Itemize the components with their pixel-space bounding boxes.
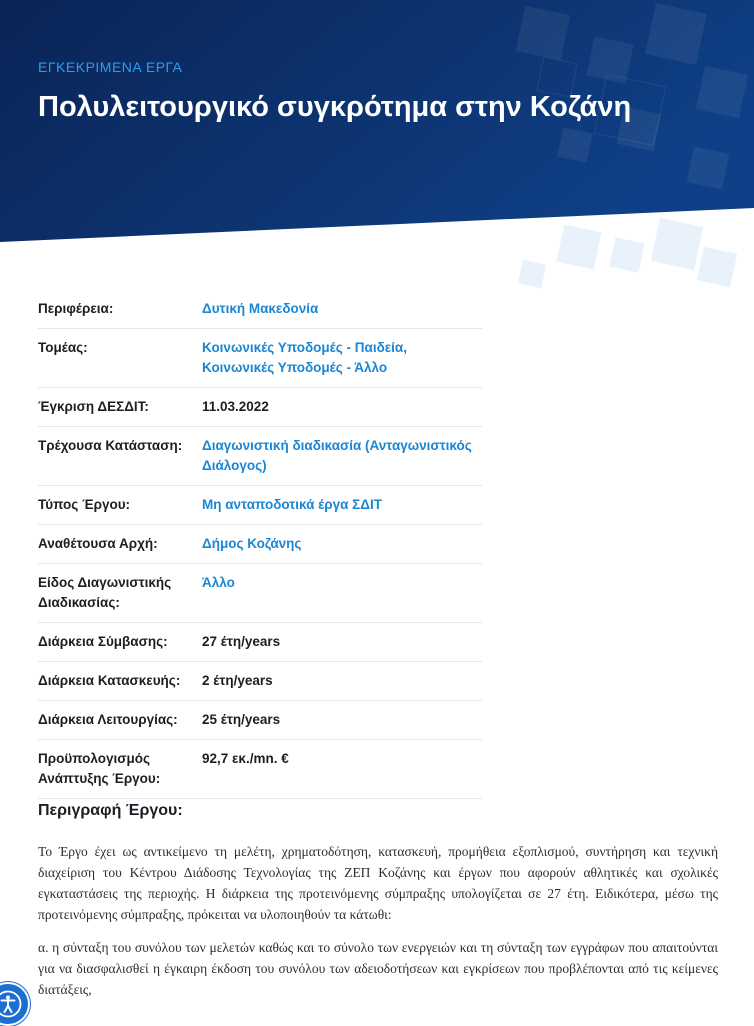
detail-value: 92,7 εκ./mn. €	[202, 740, 482, 799]
detail-row	[38, 427, 482, 486]
detail-label: Τύπος Έργου:	[38, 486, 202, 525]
detail-label: Διάρκεια Λειτουργίας:	[38, 701, 202, 740]
detail-label: Είδος Διαγωνιστικής Διαδικασίας:	[38, 564, 202, 623]
detail-value: 27 έτη/years	[202, 623, 482, 662]
description-body	[38, 841, 718, 1012]
detail-row	[38, 486, 482, 525]
detail-value[interactable]: Διαγωνιστική διαδικασία (Ανταγωνιστικός Διάλογος)	[202, 427, 482, 486]
detail-value[interactable]: Δήμος Κοζάνης	[202, 525, 482, 564]
description-heading: Περιγραφή Έργου:	[38, 802, 183, 819]
detail-value[interactable]: Άλλο	[202, 564, 482, 623]
accessibility-icon	[0, 990, 22, 1018]
detail-row	[38, 290, 482, 329]
detail-label: Τομέας:	[38, 329, 202, 388]
detail-value[interactable]: Μη ανταποδοτικά έργα ΣΔΙΤ	[202, 486, 482, 525]
detail-value: 25 έτη/years	[202, 701, 482, 740]
hero-banner	[0, 0, 754, 300]
detail-label: Προϋπολογισμός Ανάπτυξης Έργου:	[38, 740, 202, 799]
detail-row	[38, 525, 482, 564]
detail-row	[38, 329, 482, 388]
detail-value[interactable]: Δυτική Μακεδονία	[202, 290, 482, 329]
detail-row	[38, 623, 482, 662]
detail-value: 2 έτη/years	[202, 662, 482, 701]
detail-row	[38, 564, 482, 623]
detail-value[interactable]: Κοινωνικές Υποδομές - Παιδεία, Κοινωνικές Υποδομές - Άλλο	[202, 329, 482, 388]
project-details-table	[38, 290, 482, 799]
detail-value: 11.03.2022	[202, 388, 482, 427]
page-title: Πολυλειτουργικό συγκρότημα στην Κοζάνη	[38, 91, 632, 123]
category-label[interactable]: ΕΓΚΕΚΡΙΜΕΝΑ ΕΡΓΑ	[38, 59, 183, 75]
detail-label: Διάρκεια Κατασκευής:	[38, 662, 202, 701]
detail-row	[38, 388, 482, 427]
detail-row	[38, 701, 482, 740]
description-paragraph: α. η σύνταξη του συνόλου των μελετών καθώς και το σύνολο των ενεργειών και τη σύνταξη των εγγράφων που απαιτούνται για να διασφαλισθεί η έγκαιρη έκδοση του συνόλου των αδειοδοτήσεων και εγκρίσεων που προβλέπονται από τις κείμενες διατάξεις,	[38, 940, 718, 997]
detail-row	[38, 740, 482, 799]
detail-label: Έγκριση ΔΕΣΔΙΤ:	[38, 388, 202, 427]
detail-row	[38, 662, 482, 701]
detail-label: Διάρκεια Σύμβασης:	[38, 623, 202, 662]
accessibility-button[interactable]	[0, 982, 30, 1026]
detail-label: Τρέχουσα Κατάσταση:	[38, 427, 202, 486]
detail-label: Περιφέρεια:	[38, 290, 202, 329]
detail-label: Αναθέτουσα Αρχή:	[38, 525, 202, 564]
description-paragraph: Το Έργο έχει ως αντικείμενο τη μελέτη, χρηματοδότηση, κατασκευή, προμήθεια εξοπλισμού, συντήρηση και τεχνική διαχείριση του Κέντρου Διάδοσης Τεχνολογίας της ΖΕΠ Κοζάνης και έργων που αφορούν αθλητικές και σχολικές εγκαταστάσεις της περιοχής. Η διάρκεια της προτεινόμενης σύμπραξης υπολογίζεται σε 27 έτη. Ειδικότερα, μέσω της προτεινόμενης σύμπραξης, πρόκειται να υλοποιηθούν τα κάτωθι:	[38, 844, 718, 922]
hero-background	[0, 0, 754, 300]
